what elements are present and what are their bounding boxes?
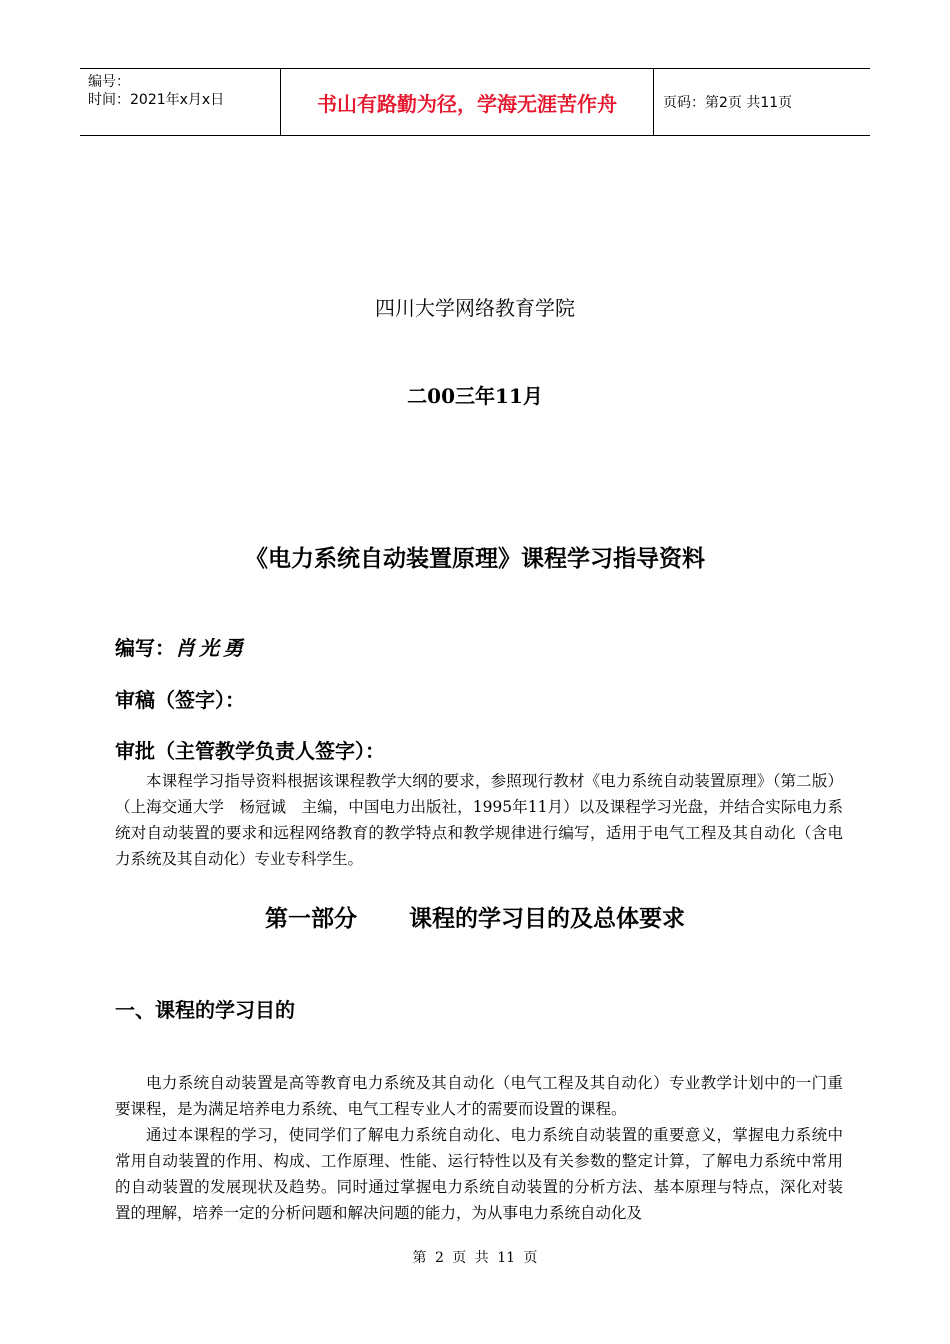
header-time: 时间：2021年x月x日: [88, 92, 225, 108]
intro-paragraph: 本课程学习指导资料根据该课程教学大纲的要求，参照现行教材《电力系统自动装置原理》（第二版）（上海交通大学 杨冠诚 主编，中国电力出版社，1995年11月）以及课程学习光盘，并结合实际电力系统对自动装置的要求和远程网络教育的教学特点和教学规律进行编写，适用于电气工程及其自动化（含电力系统及其自动化）专业专科学生。: [115, 772, 843, 868]
page-footer: 第 2 页 共 11 页: [412, 1250, 538, 1266]
approve-label: 审批（主管教学负责人签字）：: [115, 739, 385, 763]
header-table: [80, 68, 870, 136]
section-heading: 一、课程的学习目的: [115, 998, 295, 1022]
organization: 四川大学网络教育学院: [375, 296, 575, 320]
header-page-info: 页码：第2页 共11页: [663, 95, 793, 111]
header-motto: 书山有路勤为径，学海无涯苦作舟: [281, 69, 654, 135]
header-meta: [80, 69, 281, 135]
body-paragraph-2: 通过本课程的学习，使同学们了解电力系统自动化、电力系统自动装置的重要意义，掌握电力系统中常用自动装置的作用、构成、工作原理、性能、运行特性以及有关参数的整定计算，了解电力系统中常用的自动装置的发展现状及趋势。同时通过掌握电力系统自动装置的分析方法、基本原理与特点，深化对装置的理解，培养一定的分析问题和解决问题的能力，为从事电力系统自动化及: [115, 1126, 843, 1222]
document-title: 《电力系统自动装置原理》课程学习指导资料: [245, 546, 705, 572]
body-paragraph-1: 电力系统自动装置是高等教育电力系统及其自动化（电气工程及其自动化）专业教学计划中的一门重要课程，是为满足培养电力系统、电气工程专业人才的需要而设置的课程。: [115, 1074, 843, 1118]
author-name: 肖光勇: [175, 636, 247, 660]
review-label: 审稿（签字）：: [115, 688, 245, 712]
author-label: 编写：: [115, 636, 175, 660]
author-line: [115, 632, 247, 661]
cover-date: 二00三年11月: [407, 384, 543, 408]
part-heading: [0, 900, 950, 933]
part-title: 课程的学习目的及总体要求: [409, 906, 685, 932]
header-number: 编号：: [88, 74, 130, 90]
part-number: 第一部分: [265, 906, 357, 932]
